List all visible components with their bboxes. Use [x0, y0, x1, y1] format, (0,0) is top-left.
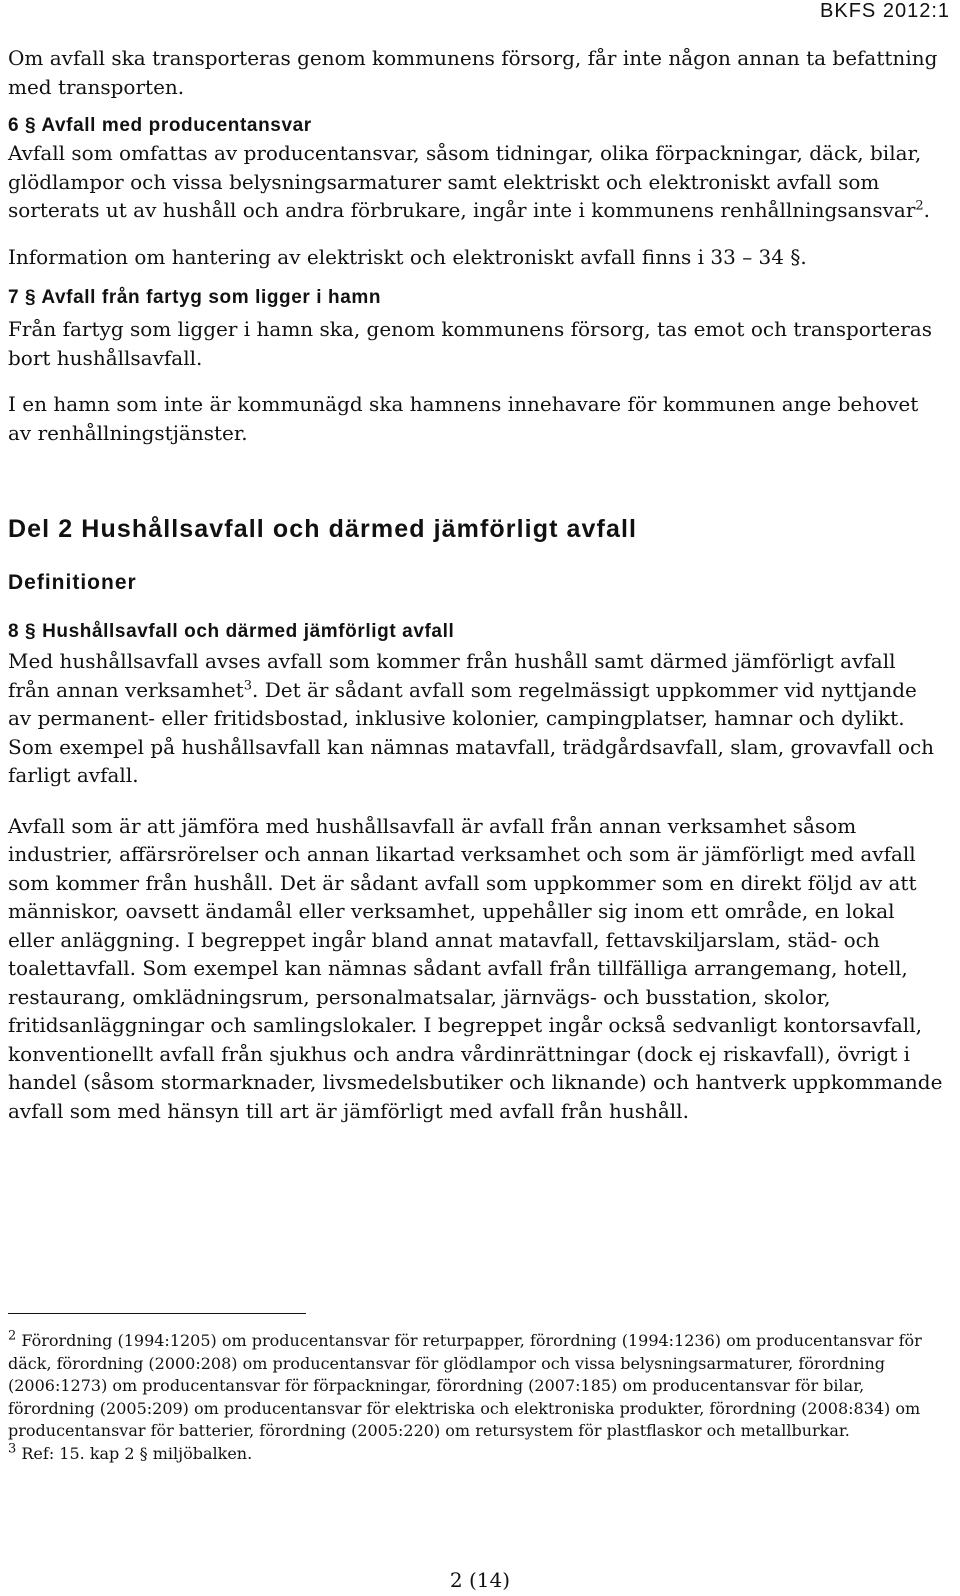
- intro-paragraph: Om avfall ska transporteras genom kommunens försorg, får inte någon annan ta befattning med transporten.: [8, 46, 938, 99]
- footnote-2-number: 2: [8, 1328, 17, 1344]
- section-8-heading: 8 § Hushållsavfall och därmed jämförligt avfall: [8, 621, 455, 642]
- section-6-paragraph-1-text: Avfall som omfattas av producentansvar, såsom tidningar, olika förpackningar, däck, bilar, glödlampor och vissa belysningsarmaturer samt elektriskt och elektroniskt avfall som sorterats ut av hushåll och andra förbrukare, ingår inte i kommunens renhållningsansvar: [8, 141, 922, 222]
- section-7-heading: 7 § Avfall från fartyg som ligger i hamn: [8, 287, 382, 308]
- footnote-2: [8, 1330, 943, 1443]
- footnotes: [8, 1330, 943, 1465]
- section-6-paragraph-1-end: .: [923, 198, 931, 222]
- section-6: [8, 113, 943, 271]
- section-6-paragraph-1: [8, 139, 943, 225]
- section-6-paragraph-2: Information om hantering av elektriskt och elektroniskt avfall finns i 33 – 34 §.: [8, 244, 807, 269]
- document-id: BKFS 2012:1: [820, 0, 950, 22]
- footnote-3: [8, 1443, 943, 1466]
- footnote-divider: [8, 1313, 306, 1314]
- part-2-heading: Del 2 Hushållsavfall och därmed jämförligt avfall: [8, 515, 638, 543]
- section-7: [8, 285, 943, 447]
- definitions-heading: Definitioner: [8, 571, 137, 594]
- section-8-paragraph-1-text-b: . Det är sådant avfall som regelmässigt uppkommer vid nyttjande av permanent- eller fritidsbostad, inklusive kolonier, campingplatser, hamnar och dylikt. Som exempel på hushållsavfall kan nämnas matavfall, trädgårdsavfall, slam, grovavfall och farligt avfall.: [8, 677, 935, 787]
- page-number: 2 (14): [449, 1568, 511, 1592]
- section-7-paragraph-2: I en hamn som inte är kommunägd ska hamnens innehavare för kommunen ange behovet av renhållningstjänster.: [8, 392, 919, 445]
- footnote-ref-3[interactable]: 3: [243, 677, 252, 693]
- section-8: [8, 619, 943, 1125]
- section-7-paragraph-1: Från fartyg som ligger i hamn ska, genom kommunens försorg, tas emot och transporteras bort hushållsavfall.: [8, 317, 932, 370]
- section-8-paragraph-1-text-a: Med hushållsavfall avses avfall som kommer från hushåll samt därmed jämförligt avfall från annan verksamhet: [8, 649, 896, 702]
- footnote-ref-2[interactable]: 2: [915, 198, 924, 214]
- section-8-paragraph-1: [8, 647, 943, 790]
- section-8-paragraph-2: Avfall som är att jämföra med hushållsavfall är avfall från annan verksamhet såsom industrier, affärsrörelser och annan likartad verksamhet och som är jämförligt med avfall som kommer från hushåll. Det är sådant avfall som uppkommer som en direkt följd av att människor, oavsett ändamål eller verksamhet, uppehåller sig inom ett område, en lokal eller anläggning. I begreppet ingår bland annat matavfall, fettavskiljarslam, städ- och toalettavfall. Som exempel kan nämnas sådant avfall från tillfälliga arrangemang, hotell, restaurang, omklädningsrum, personalmatsalar, järnvägs- och busstation, skolor, fritidsanläggningar och samlingslokaler. I begreppet ingår också sedvanligt kontorsavfall, konventionellt avfall från sjukhus och andra vårdinrättningar (dock ej riskavfall), övrigt i handel (såsom stormarknader, livsmedelsbutiker och liknande) och hantverk uppkommande avfall som med hänsyn till art är jämförligt med avfall från hushåll.: [8, 813, 943, 1123]
- footnote-3-number: 3: [8, 1441, 17, 1457]
- part-2: [8, 513, 943, 597]
- footnote-3-text: Ref: 15. kap 2 § miljöbalken.: [21, 1443, 253, 1463]
- footnote-2-text: Förordning (1994:1205) om producentansvar för returpapper, förordning (1994:1236) om producentansvar för däck, förordning (2000:208) om producentansvar för glödlampor och vissa belysningsarmaturer, förordning (2006:1273) om producentansvar för förpackningar, förordning (2007:185) om producentansvar för bilar, förordning (2005:209) om producentansvar för elektriska och elektroniska produkter, förordning (2008:834) om producentansvar för batterier, förordning (2005:220) om retursystem för plastflaskor och metallburkar.: [8, 1331, 922, 1440]
- section-6-heading: 6 § Avfall med producentansvar: [8, 115, 312, 136]
- main-content: [8, 44, 943, 1125]
